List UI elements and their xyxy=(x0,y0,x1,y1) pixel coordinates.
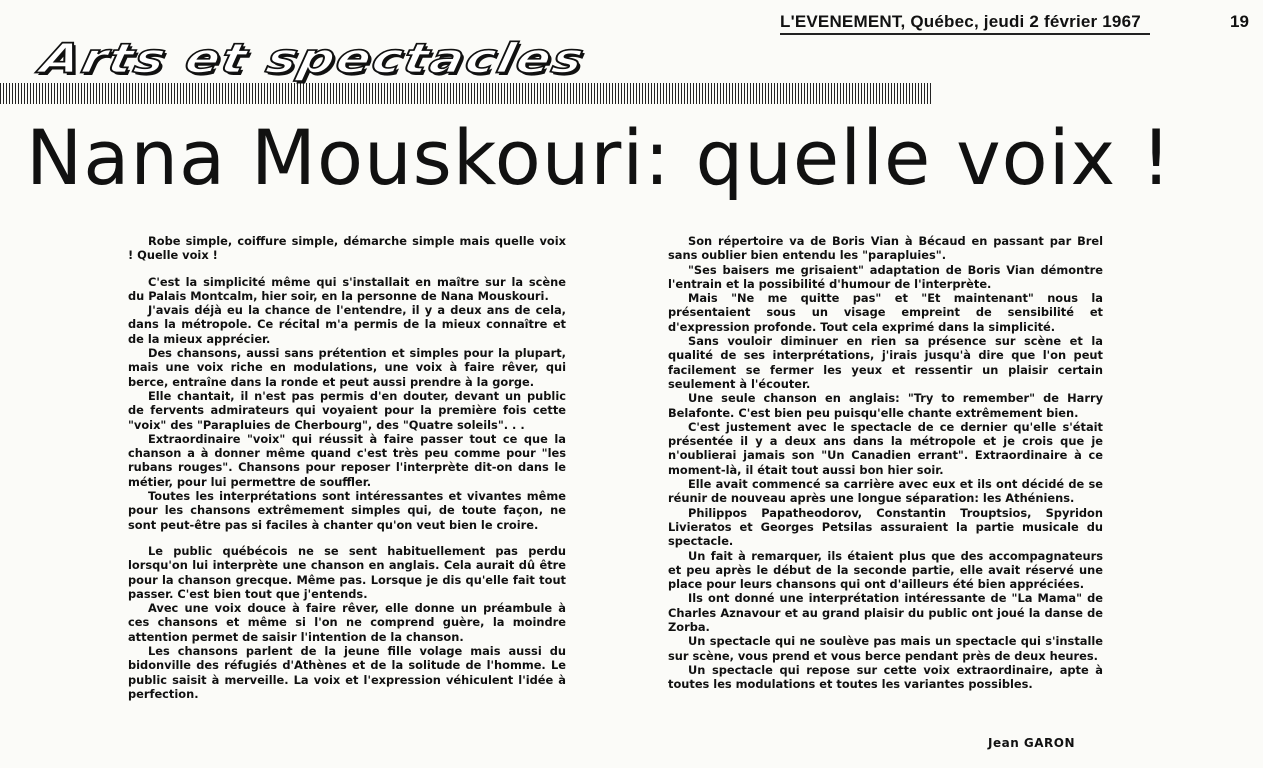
byline: Jean GARON xyxy=(988,736,1076,750)
paragraph: Robe simple, coiffure simple, démarche simple mais quelle voix ! Quelle voix ! xyxy=(128,234,566,263)
masthead: L'EVENEMENT, Québec, jeudi 2 février 1967 xyxy=(780,12,1150,35)
paragraph: "Ses baisers me grisaient" adaptation de Boris Vian démontre l'entrain et la possibilité d'humour de l'interprète. xyxy=(668,262,1103,291)
paragraph: Son répertoire va de Boris Vian à Bécaud en passant par Brel sans oublier bien entendu les "parapluies". xyxy=(668,234,1103,263)
paragraph: C'est la simplicité même qui s'installait en maître sur la scène du Palais Montcalm, hier soir, en la personne de Nana Mouskouri. xyxy=(128,274,566,303)
paragraph: Un fait à remarquer, ils étaient plus que des accompagnateurs et peu après le début de la seconde partie, elle avait réservé une place pour leurs chansons qui ont d'ailleurs été bien appréciées. xyxy=(668,548,1103,592)
paragraph: Des chansons, aussi sans prétention et simples pour la plupart, mais une voix riche en modulations, une voix à faire rêver, qui berce, entraîne dans la ronde et peut aussi prendre à la gorge. xyxy=(128,346,566,389)
section-rule xyxy=(0,83,933,104)
paragraph: Philippos Papatheodorov, Constantin Trouptsios, Spyridon Livieratos et Georges Petsilas assuraient la partie musicale du spectacle. xyxy=(668,505,1103,549)
article-column-right xyxy=(668,234,1103,692)
paragraph: Elle chantait, il n'est pas permis d'en douter, devant un public de fervents admirateurs qui voyaient pour la première fois cette "voix" des "Parapluies de Cherbourg", des "Quatre soleils". . . xyxy=(128,388,566,432)
section-title: Arts et spectacles xyxy=(29,38,597,79)
paragraph: Le public québécois ne se sent habituellement pas perdu lorsqu'on lui interprète une chanson en anglais. Cela aurait dû être pour la chanson grecque. Même pas. Lorsque je dis qu'elle fait tout passer. C'est bien tout que j'entends. xyxy=(128,543,566,601)
paragraph: Les chansons parlent de la jeune fille volage mais aussi du bidonville des réfugiés d'Athènes et de la solitude de l'homme. Le public saisit à merveille. La voix et l'expression véhiculent l'idée à perfection. xyxy=(128,644,566,701)
page-number: 19 xyxy=(1230,12,1249,31)
paragraph: Un spectacle qui ne soulève pas mais un spectacle qui s'installe sur scène, vous prend et vous berce pendant près de deux heures. xyxy=(668,634,1103,663)
headline: Nana Mouskouri: quelle voix ! xyxy=(26,113,1173,202)
paragraph: Elle avait commencé sa carrière avec eux et ils ont décidé de se réunir de nouveau après une longue séparation: les Athéniens. xyxy=(668,477,1103,506)
paragraph: J'avais déjà eu la chance de l'entendre, il y a deux ans de cela, dans la métropole. Ce récital m'a permis de la mieux connaître et de la mieux apprécier. xyxy=(128,303,566,346)
paragraph: Mais "Ne me quitte pas" et "Et maintenant" nous la présentaient sous un visage empreint de sensibilité et d'expression profonde. Tout cela exprimé dans la simplicité. xyxy=(668,291,1103,334)
paragraph: Ils ont donné une interprétation intéressante de "La Mama" de Charles Aznavour et au grand plaisir du public ont joué la danse de Zorba. xyxy=(668,591,1103,635)
paragraph: Avec une voix douce à faire rêver, elle donne un préambule à ces chansons et même si l'on ne comprend guère, la moindre attention permet de saisir l'intention de la chanson. xyxy=(128,601,566,644)
article-column-left xyxy=(128,234,566,701)
paragraph: C'est justement avec le spectacle de ce dernier qu'elle s'était présentée il y a deux ans dans la métropole et je crois que je n'oublierai jamais son "Un Canadien errant". Extraordinaire à ce moment-là, il était tout aussi bon hier soir. xyxy=(668,419,1103,477)
paragraph: Une seule chanson en anglais: "Try to remember" de Harry Belafonte. C'est bien peu puisqu'elle chante extrêmement bien. xyxy=(668,391,1103,420)
paragraph: Un spectacle qui repose sur cette voix extraordinaire, apte à toutes les modulations et toutes les variantes possibles. xyxy=(668,662,1103,692)
paragraph: Sans vouloir diminuer en rien sa présence sur scène et la qualité de ses interprétations, j'irais jusqu'à dire que l'on peut facilement se fermer les yeux et ressentir un plaisir certain seulement à l'écouter. xyxy=(668,334,1103,391)
paragraph: Toutes les interprétations sont intéressantes et vivantes même pour les chansons extrêmement simples qui, de toute façon, ne sont peut-être pas si faciles à chanter qu'on veut bien le croire. xyxy=(128,489,566,532)
paragraph: Extraordinaire "voix" qui réussit à faire passer tout ce que la chanson a à donner même quand c'est très peu comme pour "les rubans rouges". Chansons pour reposer l'interprète dit-on dans le métier, pour lui permettre de souffler. xyxy=(128,431,566,489)
